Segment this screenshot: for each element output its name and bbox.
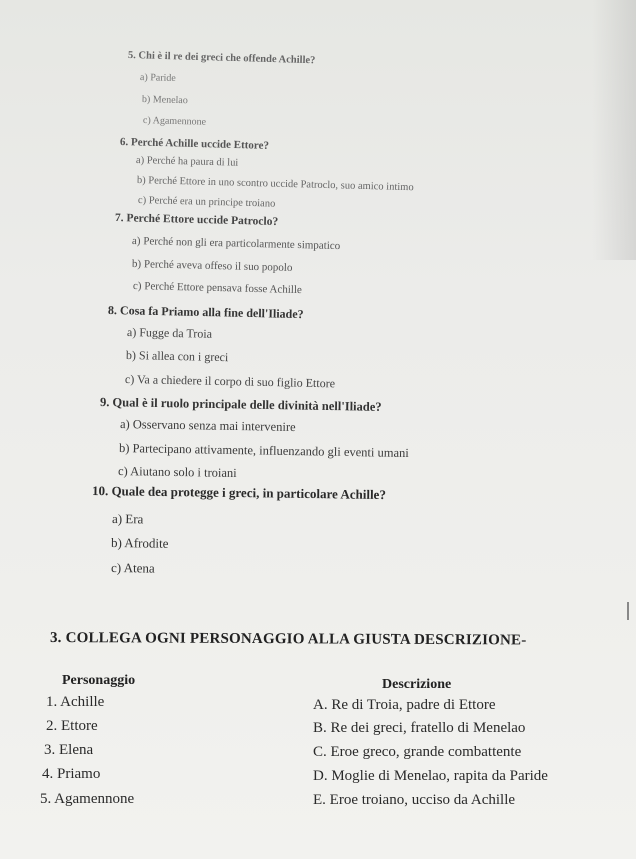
question-9-option-b: b) Partecipano attivamente, influenzando gli eventi umani	[118, 441, 409, 461]
question-5: 5. Chi è il re dei greci che offende Achille?	[127, 50, 316, 67]
question-6-option-a: a) Perché ha paura di lui	[135, 155, 239, 169]
section-title: 3. COLLEGA OGNI PERSONAGGIO ALLA GIUSTA DESCRIZIONE-	[49, 630, 527, 649]
question-9-option-c: c) Aiutano solo i troiani	[117, 464, 237, 481]
character-item: 3. Elena	[44, 742, 94, 758]
margin-mark	[627, 602, 629, 620]
column-header-descrizione: Descrizione	[382, 677, 452, 692]
question-5-option-a: a) Paride	[139, 72, 176, 84]
question-8-option-c: c) Va a chiedere il corpo di suo figlio Ettore	[124, 372, 336, 391]
question-8-option-a: a) Fugge da Troia	[126, 325, 213, 341]
character-item: 1. Achille	[46, 694, 105, 710]
page-shadow	[592, 0, 636, 260]
column-header-personaggio: Personaggio	[62, 673, 136, 688]
character-item: 2. Ettore	[46, 718, 98, 734]
question-10-option-b: b) Afrodite	[110, 535, 169, 551]
description-item: B. Re dei greci, fratello di Menelao	[313, 720, 526, 736]
question-9-option-a: a) Osservano senza mai intervenire	[119, 417, 296, 435]
question-6-option-c: c) Perché era un principe troiano	[137, 195, 276, 210]
description-item: C. Eroe greco, grande combattente	[313, 744, 522, 760]
question-7-option-c: c) Perché Ettore pensava fosse Achille	[132, 280, 303, 297]
description-item: A. Re di Troia, padre di Ettore	[313, 697, 496, 713]
character-item: 4. Priamo	[42, 766, 101, 782]
question-10-option-a: a) Era	[111, 511, 144, 527]
question-5-option-b: b) Menelao	[141, 94, 188, 107]
question-10-option-c: c) Atena	[110, 560, 155, 576]
description-item: E. Eroe troiano, ucciso da Achille	[313, 792, 516, 808]
question-9: 9. Qual è il ruolo principale delle divinità nell'Iliade?	[99, 395, 382, 414]
question-7-option-a: a) Perché non gli era particolarmente simpatico	[131, 235, 341, 253]
question-6: 6. Perché Achille uccide Ettore?	[119, 136, 270, 152]
question-8-option-b: b) Si allea con i greci	[125, 348, 229, 365]
question-7-option-b: b) Perché aveva offeso il suo popolo	[131, 258, 293, 274]
description-item: D. Moglie di Menelao, rapita da Paride	[313, 768, 548, 784]
question-5-option-c: c) Agamennone	[142, 115, 207, 128]
question-7: 7. Perché Ettore uccide Patroclo?	[114, 212, 279, 228]
question-6-option-b: b) Perché Ettore in uno scontro uccide Patroclo, suo amico intimo	[136, 175, 414, 194]
character-item: 5. Agamennone	[40, 791, 135, 807]
question-10: 10. Quale dea protegge i greci, in particolare Achille?	[91, 483, 386, 503]
question-8: 8. Cosa fa Priamo alla fine dell'Iliade?	[107, 303, 304, 322]
